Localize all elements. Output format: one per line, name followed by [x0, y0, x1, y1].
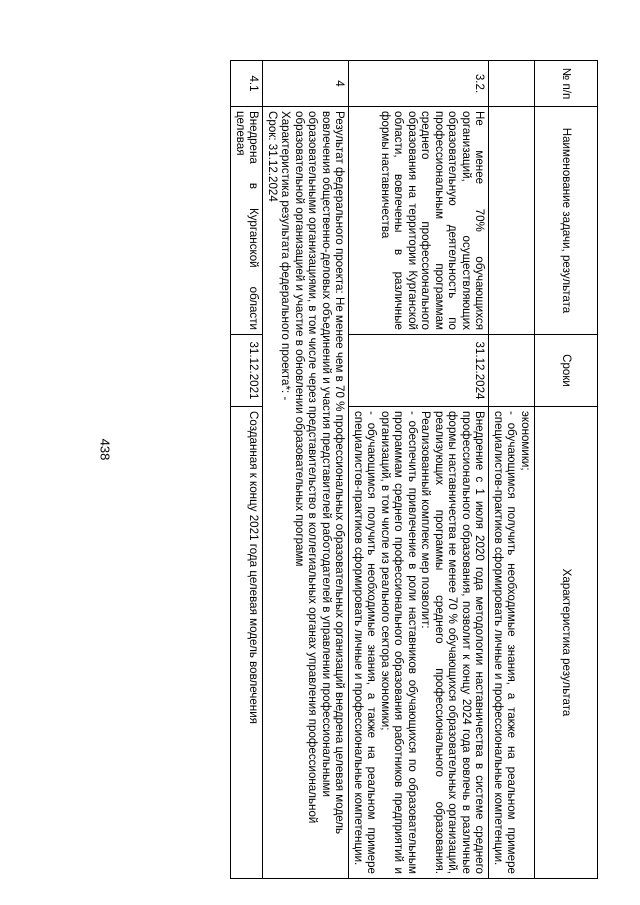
characteristic-line: - обеспечить привлечение в роли наставников обучающихся по образовательным программам среднего профессионального образования работников предприятий и организаций, в том числе из реального сектора экономики; — [379, 411, 419, 874]
table-row-3-2 — [349, 61, 489, 879]
results-table — [231, 60, 599, 879]
cell-characteristic — [489, 407, 535, 879]
characteristic-line: экономики; — [519, 411, 532, 471]
table-row-continued — [489, 61, 535, 879]
cell-deadline: 31.12.2024 — [349, 335, 489, 407]
header-num: № п/п — [535, 61, 598, 107]
cell-characteristic — [349, 407, 489, 879]
cell-deadline: 31.12.2021 — [231, 335, 263, 407]
cell-deadline — [489, 335, 535, 407]
characteristic-line: - обучающимся получить необходимые знания, а также на реальном примере специалистов-практиков сформировать личные и профессиональные компетенции. — [352, 411, 379, 874]
federal-result-characteristic: Характеристика результата федерального проекта*: - — [279, 111, 293, 401]
federal-result-text: Результат федерального проекта: Не менее чем в 70 % профессиональных образовательных организаций внедрена целевая модель вовлечения общественно-деловых объединений и участия представителей работодателей в управлении профессиональными образовательными организациями, в том числе через представительство в коллегиальных органах управления профессиональной образовательной организацией и участие в обновлении образовательных программ — [293, 111, 347, 835]
cell-characteristic: Созданная к концу 2021 года целевая модель вовлечения — [231, 407, 263, 879]
cell-federal-result — [263, 107, 349, 879]
federal-result-deadline: Срок: 31.12.2024 — [266, 111, 279, 202]
cell-num: 3.2. — [349, 61, 489, 107]
table-row-4-1 — [231, 61, 263, 879]
header-task: Наименование задачи, результата — [535, 107, 598, 335]
cell-task: Внедрена в Курганской области целевая — [231, 107, 263, 335]
table-header-row — [535, 61, 598, 879]
characteristic-line: Внедрение с 1 июля 2020 года методологии наставничества в системе среднего профессионального образования, позволит к концу 2024 года вовлечь в различные формы наставничества не менее 70 % обучающихся образовательных организаций, реализующих программы среднего профессионального образования. Реализованный комплекс мер позволит: — [419, 411, 487, 874]
characteristic-line: - обучающимся получить необходимые знания, а также на реальном примере специалистов-практиков сформировать личные и профессиональные компетенции. — [492, 411, 519, 874]
page-number: 438 — [97, 438, 113, 461]
cell-num: 4.1 — [231, 61, 263, 107]
cell-num — [489, 61, 535, 107]
header-deadline: Сроки — [535, 335, 598, 407]
cell-task — [489, 107, 535, 335]
cell-num: 4 — [263, 61, 349, 107]
table-row-4 — [263, 61, 349, 879]
cell-task: Не менее 70% обучающихся организаций, осуществляющих образовательную деятельность по профессиональным программам среднего профессионального образования на территории Курганской области, вовлечены в различные формы наставничества — [349, 107, 489, 335]
header-characteristic: Характеристика результата — [535, 407, 598, 879]
